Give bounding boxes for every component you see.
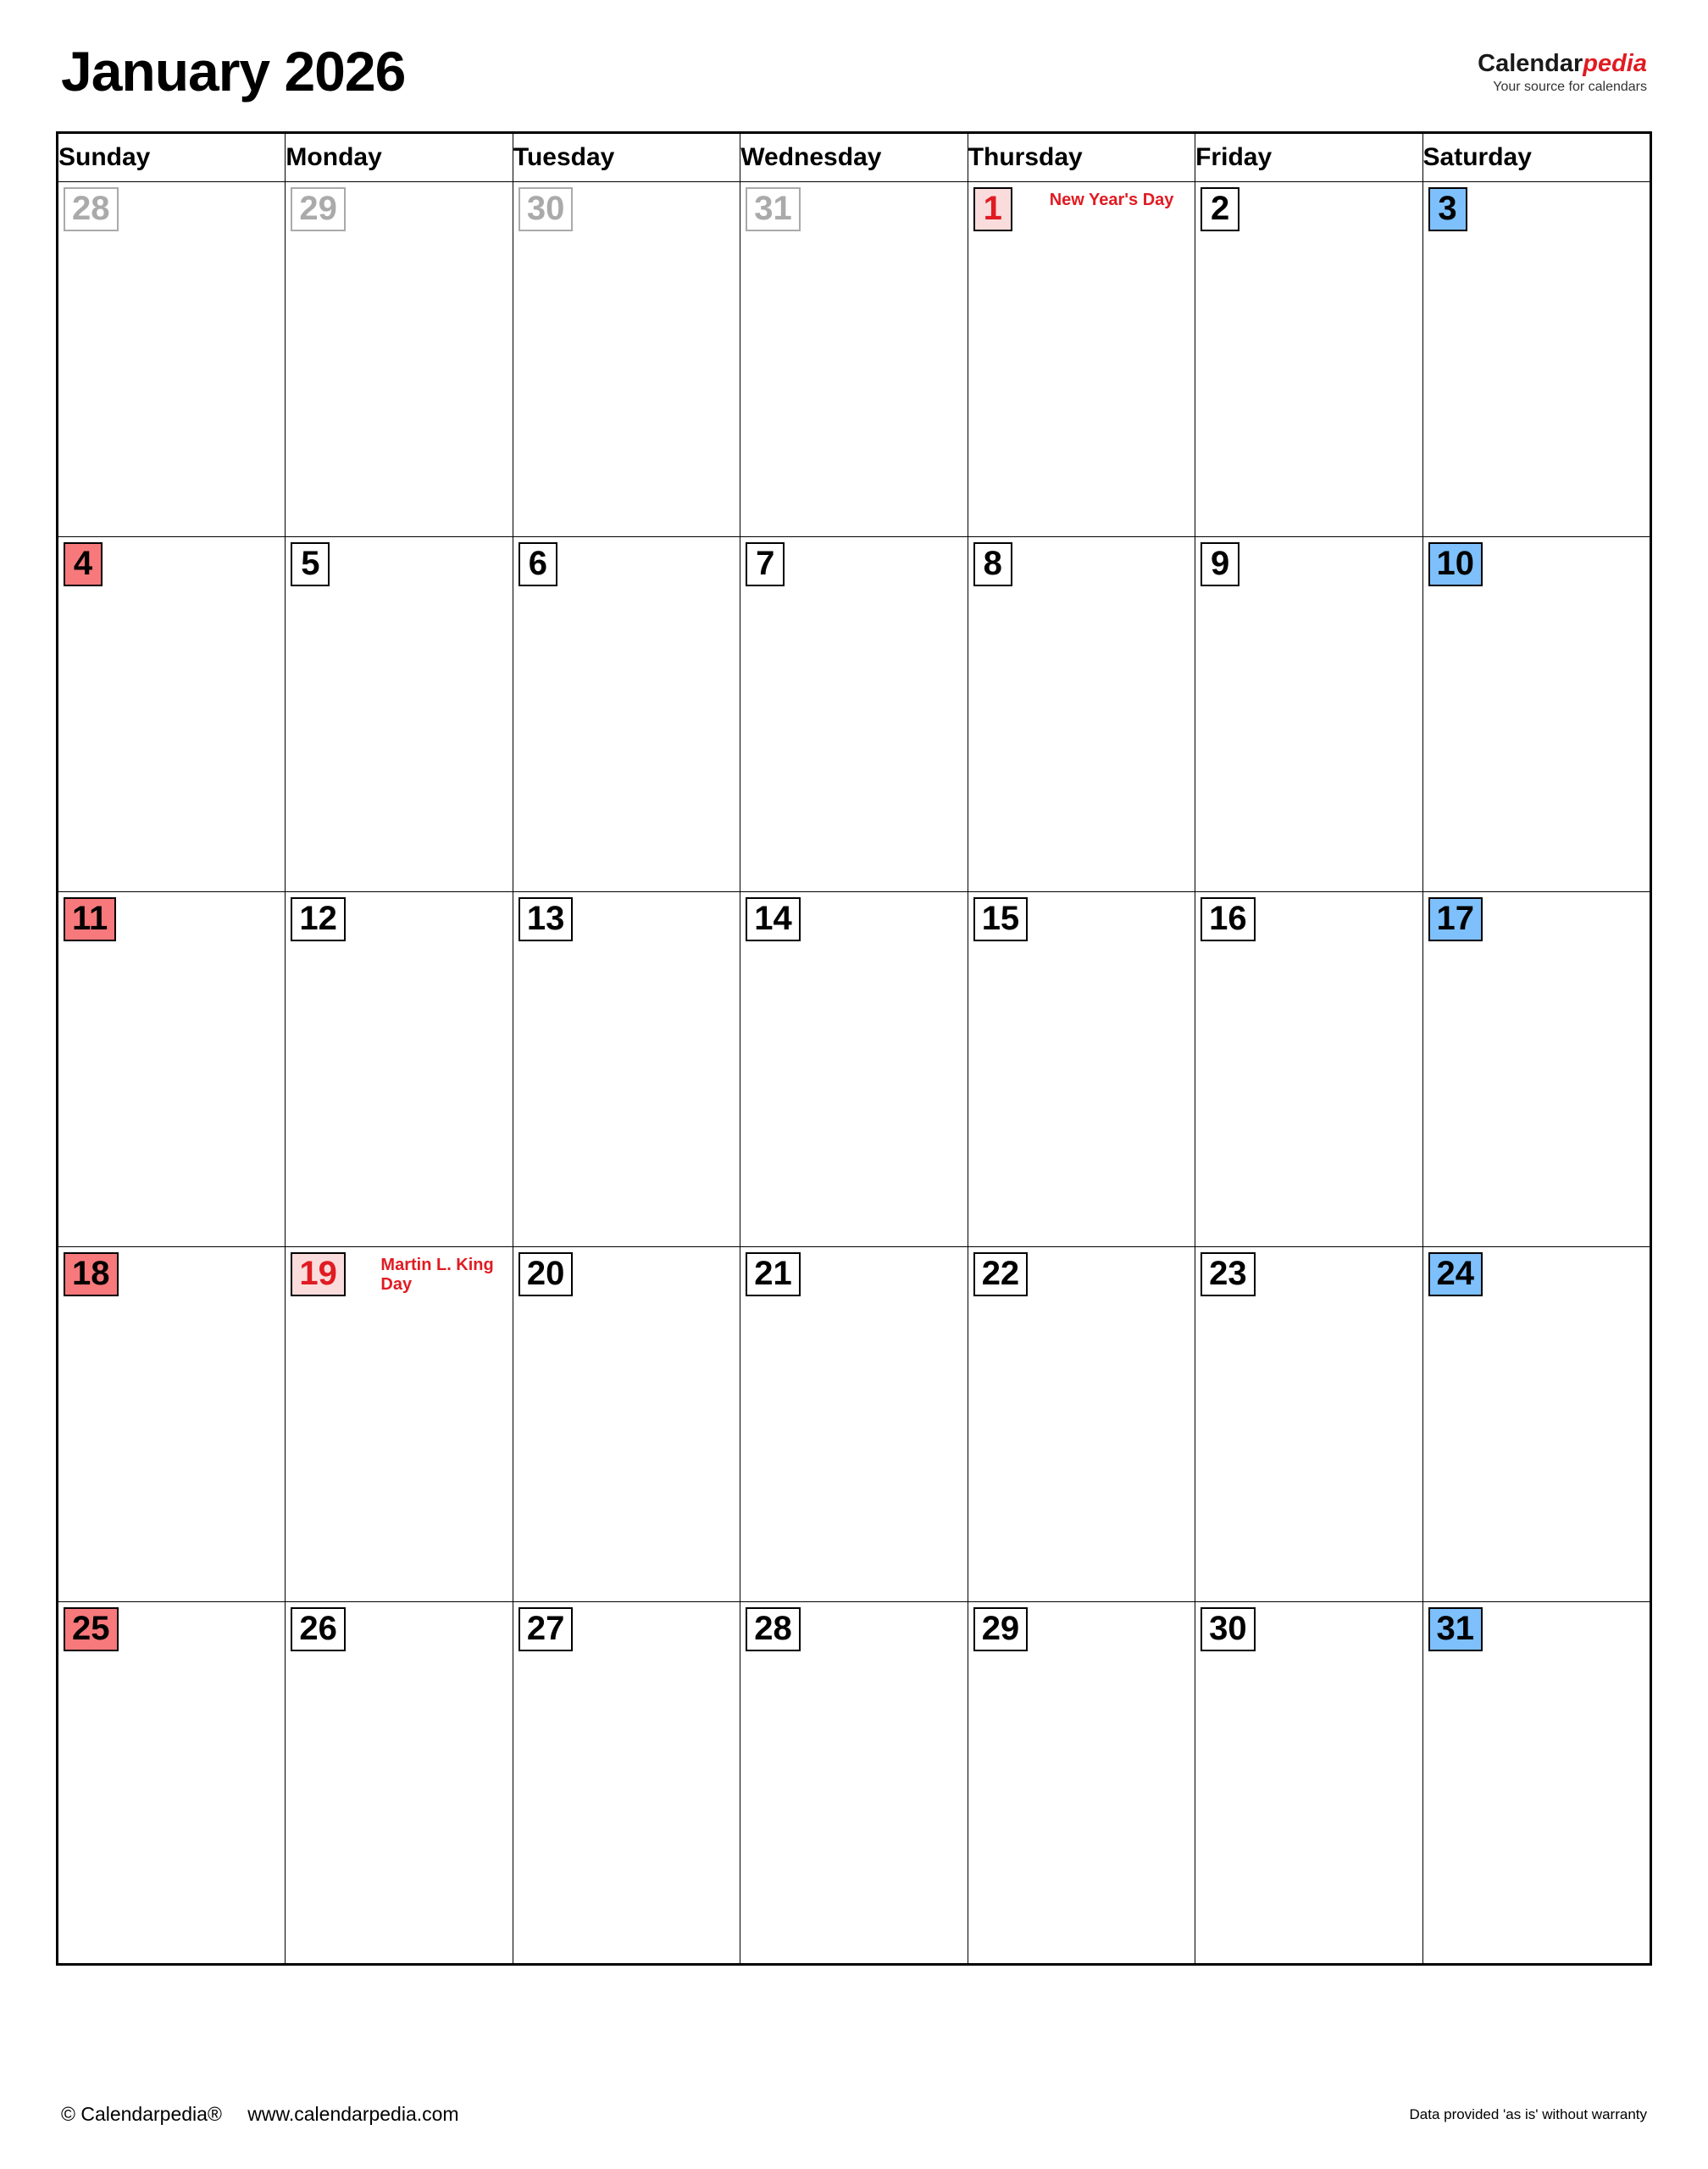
day-cell[interactable] xyxy=(740,1247,968,1602)
weekday-header-row xyxy=(58,134,1650,182)
weekday-header-monday: Monday xyxy=(286,134,513,182)
day-number: 30 xyxy=(1201,1607,1256,1651)
day-number: 15 xyxy=(973,897,1029,941)
week-row xyxy=(58,892,1650,1247)
day-cell[interactable] xyxy=(286,182,513,537)
day-number: 18 xyxy=(64,1252,119,1296)
day-cell[interactable] xyxy=(968,892,1195,1247)
day-number: 12 xyxy=(291,897,346,941)
day-number: 21 xyxy=(746,1252,801,1296)
day-number: 14 xyxy=(746,897,801,941)
day-number: 20 xyxy=(518,1252,574,1296)
page-footer xyxy=(61,2103,1647,2137)
day-cell[interactable] xyxy=(58,182,286,537)
day-number: 3 xyxy=(1428,187,1467,231)
day-cell[interactable] xyxy=(740,537,968,892)
day-cell[interactable] xyxy=(58,1247,286,1602)
day-number: 16 xyxy=(1201,897,1256,941)
day-cell[interactable] xyxy=(513,182,740,537)
day-number: 31 xyxy=(1428,1607,1483,1651)
week-row xyxy=(58,1247,1650,1602)
copyright-text: © Calendarpedia® xyxy=(61,2103,222,2125)
day-cell[interactable] xyxy=(740,892,968,1247)
page-header xyxy=(61,34,1647,115)
day-number: 1 xyxy=(973,187,1012,231)
week-row xyxy=(58,182,1650,537)
day-cell[interactable] xyxy=(1422,182,1650,537)
day-number: 23 xyxy=(1201,1252,1256,1296)
day-number: 24 xyxy=(1428,1252,1483,1296)
weekday-header-tuesday: Tuesday xyxy=(513,134,740,182)
day-cell[interactable] xyxy=(1422,1602,1650,1964)
footer-credits xyxy=(61,2103,459,2126)
day-cell[interactable] xyxy=(968,537,1195,892)
day-number: 22 xyxy=(973,1252,1029,1296)
weekday-header-saturday: Saturday xyxy=(1422,134,1650,182)
day-cell[interactable] xyxy=(1195,182,1422,537)
day-cell[interactable] xyxy=(968,182,1195,537)
day-cell[interactable] xyxy=(740,1602,968,1964)
day-number: 4 xyxy=(64,542,103,586)
calendar-grid xyxy=(56,131,1652,1966)
day-cell[interactable] xyxy=(968,1602,1195,1964)
day-number: 17 xyxy=(1428,897,1483,941)
holiday-label: Martin L. King Day xyxy=(380,1256,494,1294)
week-row xyxy=(58,537,1650,892)
day-number: 13 xyxy=(518,897,574,941)
brand-logo xyxy=(1478,51,1647,95)
day-number: 9 xyxy=(1201,542,1239,586)
day-number: 26 xyxy=(291,1607,346,1651)
day-number: 6 xyxy=(518,542,557,586)
day-cell[interactable] xyxy=(1195,892,1422,1247)
day-number: 8 xyxy=(973,542,1012,586)
day-number: 7 xyxy=(746,542,785,586)
day-cell[interactable] xyxy=(58,537,286,892)
day-cell[interactable] xyxy=(740,182,968,537)
day-cell[interactable] xyxy=(1422,537,1650,892)
day-cell[interactable] xyxy=(286,892,513,1247)
day-number: 25 xyxy=(64,1607,119,1651)
day-cell[interactable] xyxy=(1422,1247,1650,1602)
day-number: 27 xyxy=(518,1607,574,1651)
website-link[interactable]: www.calendarpedia.com xyxy=(247,2103,459,2125)
day-cell[interactable] xyxy=(513,1602,740,1964)
day-cell[interactable] xyxy=(1195,1247,1422,1602)
disclaimer-text: Data provided 'as is' without warranty xyxy=(1409,2106,1647,2122)
day-number: 2 xyxy=(1201,187,1239,231)
day-cell[interactable] xyxy=(513,1247,740,1602)
day-cell[interactable] xyxy=(513,892,740,1247)
day-number: 29 xyxy=(973,1607,1029,1651)
brand-name-second: pedia xyxy=(1583,50,1647,77)
day-cell[interactable] xyxy=(968,1247,1195,1602)
day-number: 10 xyxy=(1428,542,1483,586)
weekday-header-sunday: Sunday xyxy=(58,134,286,182)
day-cell[interactable] xyxy=(58,892,286,1247)
day-number: 11 xyxy=(64,897,116,941)
day-cell[interactable] xyxy=(1422,892,1650,1247)
brand-tagline: Your source for calendars xyxy=(1493,80,1647,95)
page-title: January 2026 xyxy=(61,40,406,103)
weekday-header-thursday: Thursday xyxy=(968,134,1195,182)
day-number: 31 xyxy=(746,187,801,231)
day-number: 19 xyxy=(291,1252,346,1296)
day-number: 28 xyxy=(64,187,119,231)
weekday-header-wednesday: Wednesday xyxy=(740,134,968,182)
day-cell[interactable] xyxy=(1195,537,1422,892)
day-cell[interactable] xyxy=(286,1247,513,1602)
day-cell[interactable] xyxy=(286,1602,513,1964)
brand-name xyxy=(1478,51,1647,76)
day-number: 28 xyxy=(746,1607,801,1651)
day-number: 30 xyxy=(518,187,574,231)
day-cell[interactable] xyxy=(58,1602,286,1964)
holiday-label: New Year's Day xyxy=(1049,191,1174,209)
brand-name-first: Calendar xyxy=(1478,50,1583,77)
week-row xyxy=(58,1602,1650,1964)
day-number: 29 xyxy=(291,187,346,231)
day-cell[interactable] xyxy=(286,537,513,892)
weekday-header-friday: Friday xyxy=(1195,134,1422,182)
day-cell[interactable] xyxy=(1195,1602,1422,1964)
day-cell[interactable] xyxy=(513,537,740,892)
day-number: 5 xyxy=(291,542,330,586)
